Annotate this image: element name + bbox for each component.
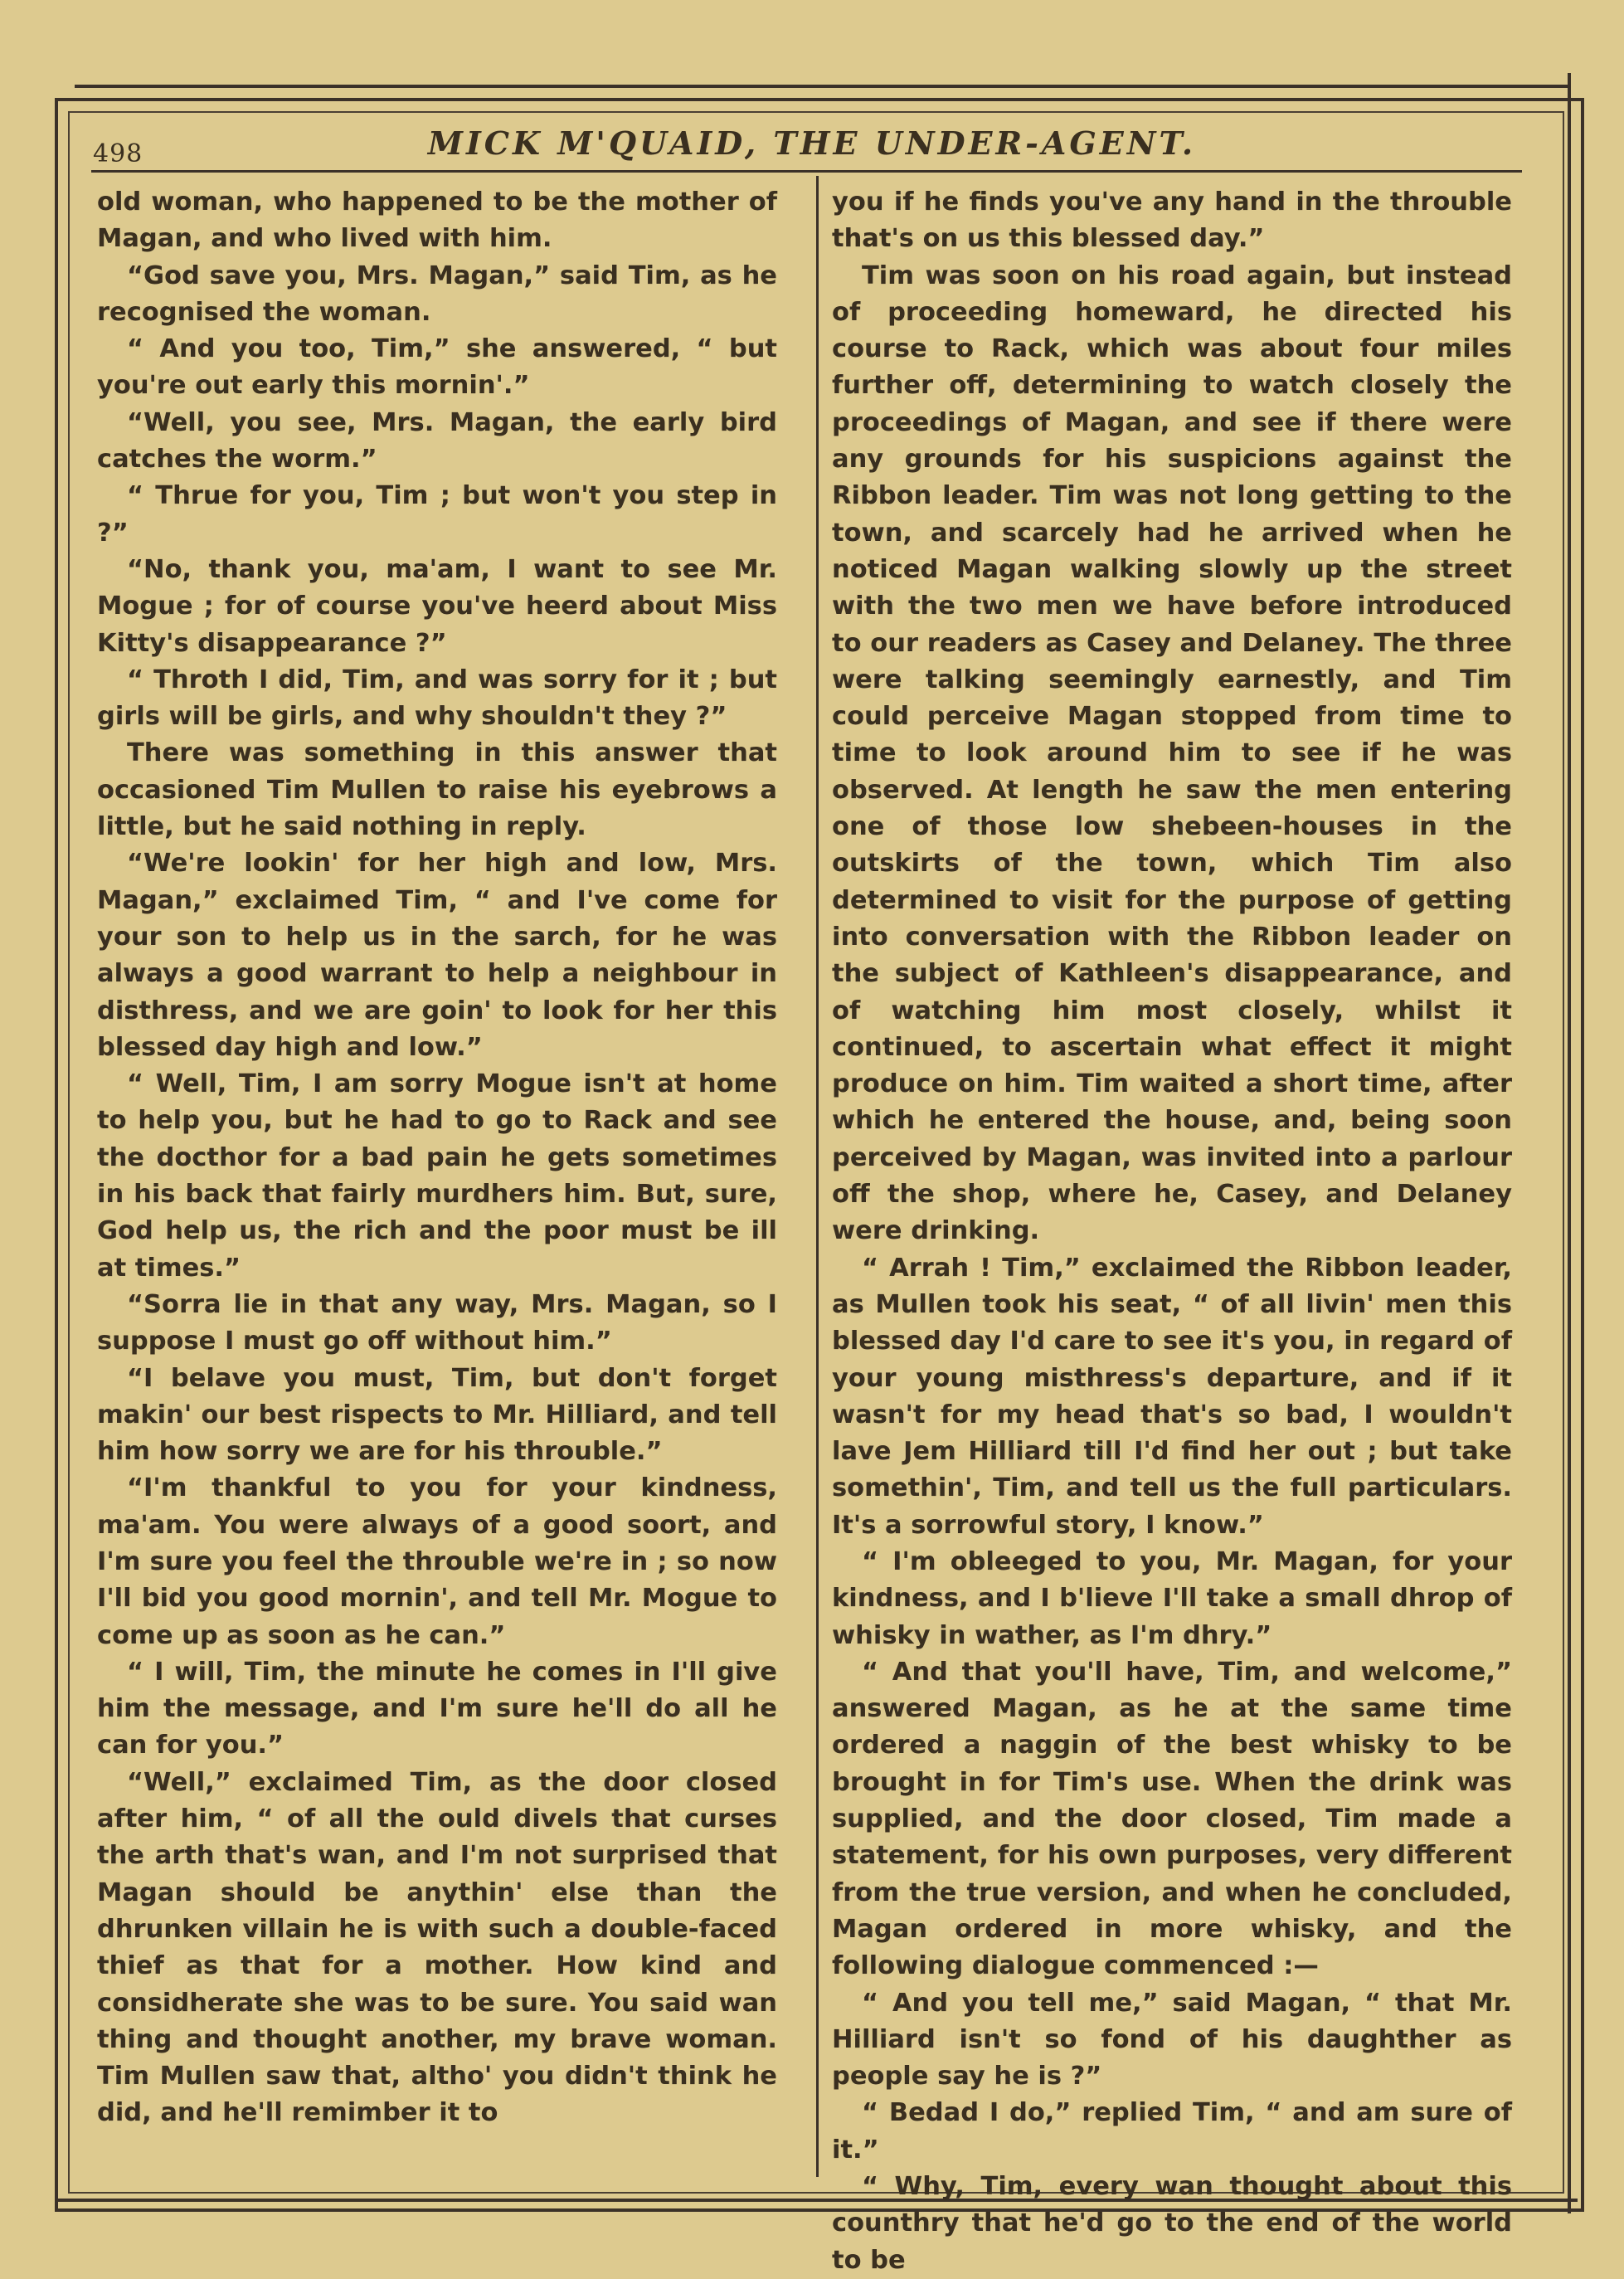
paragraph: “We're lookin' for her high and low, Mrs. Magan,” exclaimed Tim, “ and I've come for your son to help us in the sarch, for he was always a good warrant to help a neighbour in disthress, and we are goin' to look for her this blessed day high and low.” [97,849,777,1062]
paragraph: “ I'm obleeged to you, Mr. Magan, for your kindness, and I b'lieve I'll take a small dhrop of whisky in wather, as I'm dhry.” [832,1546,1512,1650]
paragraph: “ Why, Tim, every wan thought about this counthry that he'd go to the end of the world to be [832,2172,1512,2275]
paragraph: “Sorra lie in that any way, Mrs. Magan, so I suppose I must go off without him.” [97,1289,777,1356]
paragraph: “ Arrah ! Tim,” exclaimed the Ribbon leader, as Mullen took his seat, “ of all livin' men this blessed day I'd care to see it's you, in regard of your young misthress's departure, and if it wasn't for my head that's so bad, I wouldn't lave Jem Hilliard till I'd find her out ; but take somethin', Tim, and tell us the full particulars. It's a sorrowful story, I know.” [832,1253,1512,1540]
paragraph: “ Well, Tim, I am sorry Mogue isn't at home to help you, but he had to go to Rack and see the docthor for a bad pain he gets sometimes in his back that fairly murdhers him. But, sure, God help us, the rich and the poor must be ill at times.” [97,1069,777,1283]
paragraph: “ And that you'll have, Tim, and welcome,” answered Magan, as he at the same time ordered a naggin of the best whisky to be brought in for Tim's use. When the drink was supplied, and the door closed, Tim made a statement, for his own purposes, very different from the true version, and when he concluded, Magan ordered in more whisky, and the following dialogue commenced :— [832,1657,1512,1981]
paragraph: “God save you, Mrs. Magan,” said Tim, as he recognised the woman. [97,261,777,327]
right-column [832,184,1512,2279]
paragraph: “ Thrue for you, Tim ; but won't you step in ?” [97,481,777,548]
right-rule [1568,73,1571,2213]
paragraph: “No, thank you, ma'am, I want to see Mr. Mogue ; for of course you've heerd about Miss Kitty's disappearance ?” [97,554,777,658]
paragraph: “ And you too, Tim,” she answered, “ but you're out early this mornin'.” [97,334,777,401]
paragraph: “ I will, Tim, the minute he comes in I'll give him the message, and I'm sure he'll do all he can for you.” [97,1657,777,1760]
paragraph: “Well, you see, Mrs. Magan, the early bird catches the worm.” [97,407,777,475]
paragraph: “ Throth I did, Tim, and was sorry for it ; but girls will be girls, and why shouldn't they ?” [97,665,777,732]
column-divider [816,176,819,2177]
paragraph: “ And you tell me,” said Magan, “ that Mr. Hilliard isn't so fond of his daughther as people say he is ?” [832,1988,1512,2092]
top-rule [75,85,1568,88]
left-column [97,184,777,2132]
paragraph: Tim was soon on his road again, but instead of proceeding homeward, he directed his course to Rack, which was about four miles further off, determining to watch closely the proceedings of Magan, and see if there were any grounds for his suspicions against the Ribbon leader. Tim was not long getting to the town, and scarcely had he arrived when he noticed Magan walking slowly up the street with the two men we have before introduced to our readers as Casey and Delaney. The three were talking seemingly earnestly, and Tim could perceive Magan stopped from time to time to look around him to see if he was observed. At length he saw the men entering one of those low shebeen-houses in the outskirts of the town, which Tim also determined to visit for the purpose of getting into conversation with the Ribbon leader on the subject of Kathleen's disappearance, and of watching him most closely, whilst it continued, to ascertain what effect it might produce on him. Tim waited a short time, after which he entered the house, and, being soon perceived by Magan, was invited into a parlour off the shop, where he, Casey, and Delaney were drinking. [832,261,1512,1246]
header-rule [91,170,1522,173]
paragraph: “ Bedad I do,” replied Tim, “ and am sure of it.” [832,2098,1512,2165]
paragraph: “Well,” exclaimed Tim, as the door closed after him, “ of all the ould divels that curses the arth that's wan, and I'm not surprised that Magan should be anythin' else than the dhrunken villain he is with such a double-faced thief as that for a mother. How kind and considherate she was to be sure. You said wan thing and thought another, my brave woman. Tim Mullen saw that, altho' you didn't think he did, and he'll remimber it to [97,1767,777,2128]
running-title: MICK M'QUAID, THE UNDER-AGENT. [427,124,1197,162]
paragraph: “I'm thankful to you for your kindness, ma'am. You were always of a good soort, and I'm sure you feel the throuble we're in ; so now I'll bid you good mornin', and tell Mr. Mogue to come up as soon as he can.” [97,1473,777,1650]
paragraph: There was something in this answer that occasioned Tim Mullen to raise his eyebrows a little, but he said nothing in reply. [97,738,777,842]
paragraph: “I belave you must, Tim, but don't forget makin' our best rispects to Mr. Hilliard, and tell him how sorry we are for his throuble.” [97,1363,777,1467]
page-number: 498 [93,139,143,168]
paragraph: you if he finds you've any hand in the throuble that's on us this blessed day.” [832,187,1512,254]
paragraph: old woman, who happened to be the mother of Magan, and who lived with him. [97,187,777,254]
